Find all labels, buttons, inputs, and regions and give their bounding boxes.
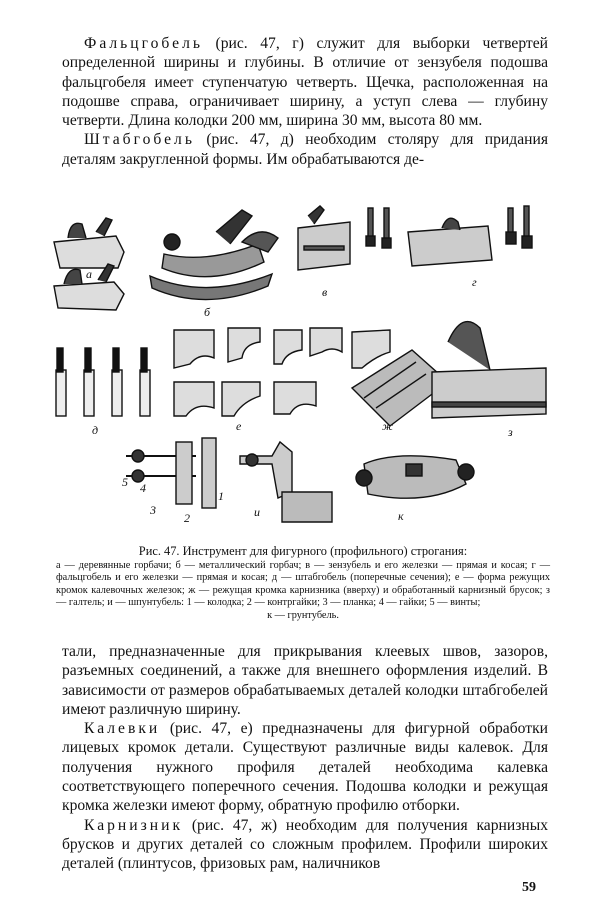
- page-number: 59: [522, 880, 536, 895]
- figure-caption: [56, 543, 550, 622]
- fillister-plane-illustration: [408, 206, 532, 266]
- tools-illustration: [46, 202, 556, 544]
- bottom-text: [62, 642, 548, 874]
- fluting-plane-illustration: [432, 322, 546, 418]
- top-text: [62, 34, 548, 169]
- figure-label-zh: ж: [382, 419, 394, 433]
- figure-label-1: 1: [218, 489, 224, 503]
- caption-last-line: к — грунтубель.: [267, 609, 339, 621]
- figure-label-b: б: [204, 305, 211, 319]
- term-karniznik: Карнизник: [84, 816, 184, 834]
- paragraph-shtabgobel: Штабгобель (рис. 47, д) необходим столяру для придания деталям закругленной формы. Им обрабатываются де-: [62, 131, 548, 168]
- round-plane-sections: [56, 348, 150, 416]
- rabbet-plane-illustration: [298, 206, 391, 270]
- caption-body: а — деревянные горбачи; б — металлический горбач; в — зензубель и его железки — прямая и косая; г — фальцгобель и его железки — прямая и косая; д — штабгобель (поперечные сечения); е — форма режущих кромок калевочных железок; ж — режущая кромка карнизника (вверху) и обработанный карнизный брусок; з — галтель; и — шпунтубель: 1 — колодка; 2 — контргайки; 3 — планка; 4 — гайки; 5 — винты; к — грунтубель.: [56, 560, 550, 621]
- term-faltsgobel: Фальцгобель: [84, 35, 203, 52]
- term-shtabgobel: Штабгобель: [84, 131, 195, 149]
- metal-plane-illustration: [150, 210, 278, 300]
- term-kalevki: Калевки: [84, 720, 161, 738]
- figure-47: [46, 202, 556, 544]
- figure-label-e: е: [236, 419, 242, 433]
- figure-label-4: 4: [140, 481, 146, 495]
- figure-label-z: з: [508, 425, 513, 439]
- figure-label-5: 5: [122, 475, 128, 489]
- caption-title: Рис. 47. Инструмент для фигурного (профильного) строгания:: [138, 544, 468, 558]
- paragraph-karniznik: Карнизник (рис. 47, ж) необходим для получения карнизных брусков и других деталей со сложным профилем. Профили широких деталей (плинтусов, фризовых рам, наличников: [62, 816, 548, 873]
- paragraph-kalevki: Калевки (рис. 47, е) предназначены для фигурной обработки лицевых кромок детали. Существуют различные виды калевок. Для получения нужного профиля деталей необходима калевка соответствующего поперечного сечения. Подошва колодки и режущая кромка железки имеют форму, обратную профилю отборки.: [62, 720, 548, 815]
- figure-label-2: 2: [184, 511, 190, 525]
- figure-label-a: а: [86, 267, 92, 281]
- figure-label-d: д: [92, 423, 99, 437]
- figure-label-i: и: [254, 505, 260, 519]
- figure-label-3: 3: [150, 503, 156, 517]
- router-plane-illustration: [356, 456, 474, 498]
- paragraph-faltsgobel: Фальцгобель (рис. 47, г) служит для выборки четвертей определенной ширины и глубины. В отличие от зензубеля подошва фальцгобеля имеет ступенчатую четверть. Щечка, расположенная на подошве справа, ограничивает ширину, а уступ слева — глубину четверти. Длина колодки 200 мм, ширина 30 мм, высота 80 мм.: [62, 35, 548, 130]
- figure-label-g: г: [472, 275, 477, 289]
- figure-label-v: в: [322, 285, 328, 299]
- paragraph-continuation: тали, предназначенные для прикрывания клеевых швов, зазоров, разъемных соединений, а также для внешнего оформления изделий. В зависимости от размеров обрабатываемых деталей колодки штабгобелей имеют различную ширину.: [62, 643, 548, 718]
- moulding-cutter-profiles: [174, 328, 342, 416]
- wooden-plane-illustration: [54, 218, 124, 310]
- tongue-plane-illustration: [126, 438, 332, 522]
- figure-label-k: к: [398, 509, 404, 523]
